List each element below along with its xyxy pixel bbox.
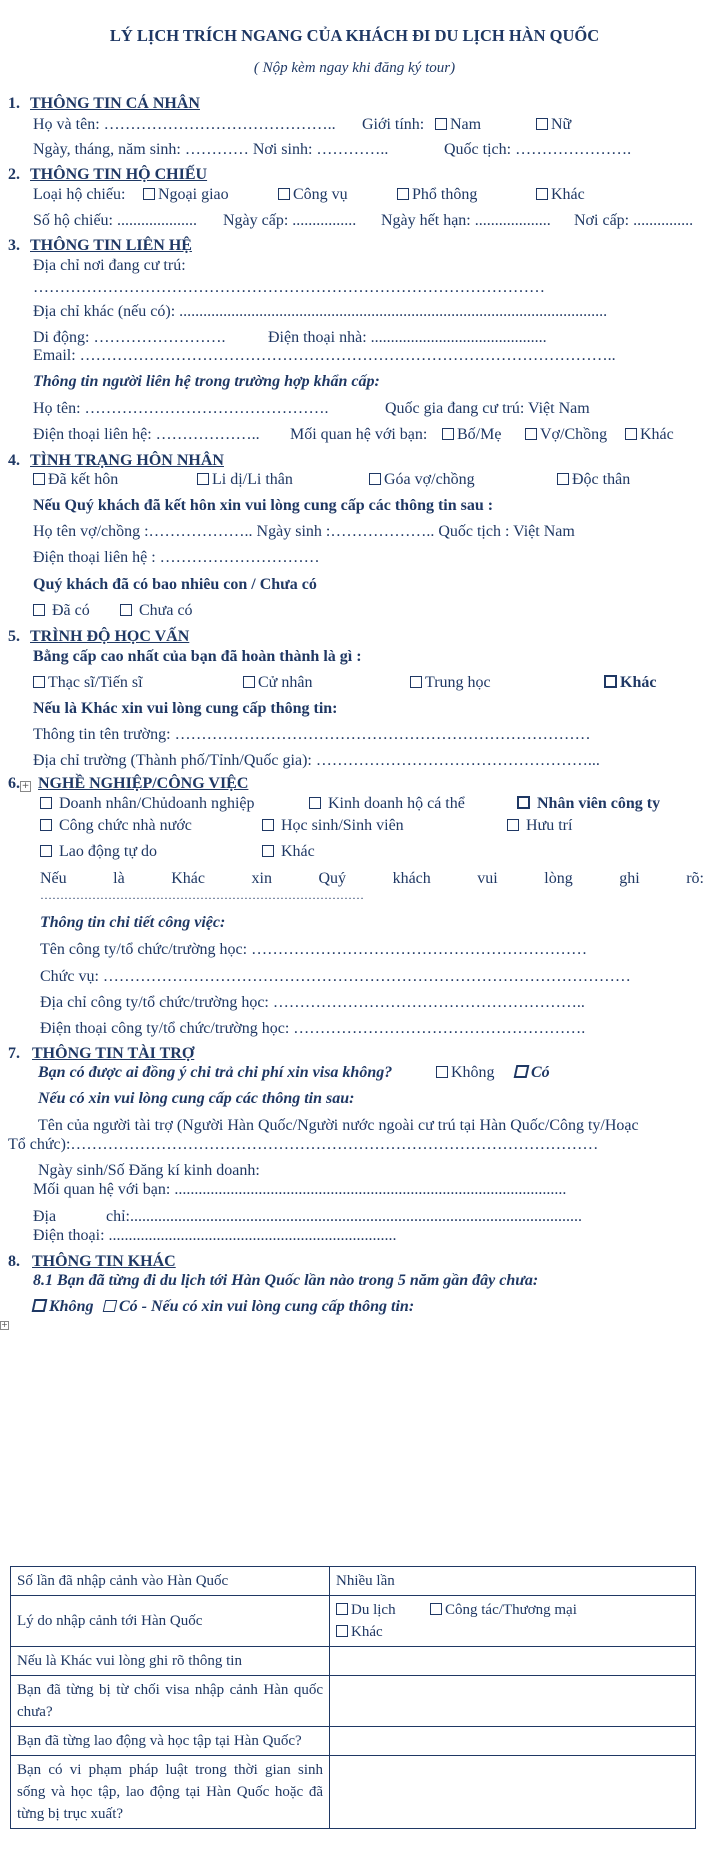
sponsor-phone-field[interactable]: Điện thoại: ........................................................................: [33, 1227, 397, 1244]
option-label: Nữ: [551, 116, 572, 133]
section-8-heading: [8, 1253, 176, 1271]
option-label: Phổ thông: [412, 186, 478, 203]
option-label: Công tác/Thương mại: [445, 1602, 577, 1618]
instruction-word: xin: [251, 870, 272, 887]
other-address-field[interactable]: Địa chỉ khác (nếu có): ...........................................................................................................: [33, 303, 608, 320]
option-label: Không: [49, 1298, 94, 1315]
section-7-heading: [8, 1045, 194, 1063]
emergency-country-field[interactable]: Quốc gia đang cư trú: Việt Nam: [385, 400, 590, 417]
company-phone-field[interactable]: Điện thoại công ty/tổ chức/trường học: ……………………………………………….: [40, 1020, 586, 1037]
option-label: Đã có: [52, 602, 90, 619]
sponsor-no-checkbox[interactable]: [436, 1064, 495, 1082]
page-title: LÝ LỊCH TRÍCH NGANG CỦA KHÁCH ĐI DU LỊCH HÀN QUỐC: [109, 26, 600, 45]
option-label: Khác: [281, 843, 315, 860]
checkbox-icon: [536, 118, 548, 130]
table-cell-question: Nếu là Khác vui lòng ghi rõ thông tin: [11, 1647, 330, 1676]
residence-address-label: Địa chỉ nơi đang cư trú:: [33, 257, 186, 274]
spouse-info-field[interactable]: Họ tên vợ/chồng :……………….. Ngày sinh :……………….. Quốc tịch : Việt Nam: [33, 523, 575, 540]
table-cell-question: Lý do nhập cảnh tới Hàn Quốc: [11, 1596, 330, 1647]
option-label: Đã kết hôn: [48, 471, 119, 488]
section-2-heading: [8, 166, 207, 184]
table-row: [11, 1596, 696, 1647]
table-cell-question: Số lần đã nhập cảnh vào Hàn Quốc: [11, 1567, 330, 1596]
option-label: Trung học: [425, 674, 491, 691]
if-married-instruction: Nếu Quý khách đã kết hôn xin vui lòng cung cấp các thông tin sau :: [33, 497, 494, 514]
instruction-word: Nếu: [40, 870, 67, 887]
job-other-field[interactable]: ………………………………………………………………………: [40, 888, 364, 902]
reason-business-checkbox[interactable]: [430, 1599, 577, 1621]
option-label: Nam: [450, 116, 482, 133]
mobile-field[interactable]: Di động: …………………….: [33, 329, 226, 346]
table-row: [11, 1756, 696, 1829]
section-number: 1.: [8, 95, 20, 112]
checkbox-icon: [309, 797, 321, 809]
position-field[interactable]: Chức vụ: ………………………………………………………………………………………: [40, 968, 631, 985]
relation-other-checkbox[interactable]: [625, 426, 674, 444]
instruction-word: khách: [392, 870, 431, 887]
sponsor-name-label: Tên của người tài trợ (Người Hàn Quốc/Người nước ngoài cư trú tại Hàn Quốc/Công ty/Hoạc: [38, 1117, 639, 1134]
sponsor-address-field[interactable]: chỉ:.................................................................................................................: [106, 1208, 582, 1225]
travel-no-checkbox[interactable]: [33, 1298, 93, 1316]
checkbox-icon: [536, 188, 548, 200]
option-label: Kinh doanh hộ cá thể: [328, 795, 465, 812]
passport-number-field[interactable]: Số hộ chiếu: ....................: [33, 212, 197, 229]
option-label: Khác: [620, 674, 657, 691]
job-other-checkbox[interactable]: [262, 843, 315, 861]
emergency-name-field[interactable]: Họ tên: ……………………………………….: [33, 400, 329, 417]
travel-yes-checkbox[interactable]: [104, 1298, 414, 1316]
section-number: 4.: [8, 452, 20, 469]
option-label: Khác: [351, 1624, 383, 1640]
issue-date-field[interactable]: Ngày cấp: ................: [223, 212, 357, 229]
sponsor-address-label: Địa: [33, 1208, 57, 1225]
edu-bachelor-checkbox[interactable]: [243, 674, 312, 692]
email-field[interactable]: Email: ………………………………………………………………………………………..: [33, 347, 616, 364]
option-label: Học sinh/Sinh viên: [281, 817, 404, 834]
table-row: [11, 1647, 696, 1676]
travel-history-table: [10, 1566, 696, 1829]
children-none-checkbox[interactable]: [120, 602, 193, 620]
table-move-handle-icon[interactable]: +: [21, 781, 30, 791]
sponsor-if-yes-instruction: Nếu có xin vui lòng cung cấp các thông tin sau:: [38, 1090, 355, 1107]
passport-official-checkbox[interactable]: [278, 186, 348, 204]
option-label: Thạc sĩ/Tiến sĩ: [48, 674, 143, 691]
relation-spouse-checkbox[interactable]: [525, 426, 607, 444]
job-student-checkbox[interactable]: [262, 817, 404, 835]
table-cell-question: Bạn đã từng bị từ chối visa nhập cảnh Hàn quốc chưa?: [11, 1676, 330, 1727]
instruction-word: rõ:: [686, 870, 704, 887]
section-number: 7.: [8, 1045, 20, 1062]
issue-place-field[interactable]: Nơi cấp: ...............: [574, 212, 694, 229]
checkbox-icon: [430, 1603, 442, 1615]
checkbox-icon: [336, 1625, 348, 1637]
table-cell-answer: [330, 1596, 696, 1647]
option-label: Hưu trí: [526, 817, 573, 834]
edu-other-checkbox[interactable]: [604, 674, 656, 692]
job-freelance-checkbox[interactable]: [40, 843, 157, 861]
checkbox-icon: [410, 676, 422, 688]
checkbox-icon: [517, 796, 530, 809]
passport-ordinary-checkbox[interactable]: [397, 186, 477, 204]
marital-married-checkbox[interactable]: [33, 471, 118, 489]
option-label: Khác: [551, 186, 585, 203]
education-question: Bằng cấp cao nhất của bạn đã hoàn thành là gì :: [33, 648, 362, 665]
option-label: Công chức nhà nước: [59, 817, 192, 834]
table-row: [11, 1676, 696, 1727]
option-label: Góa vợ/chồng: [384, 471, 475, 488]
edu-master-checkbox[interactable]: [33, 674, 143, 692]
checkbox-icon: [435, 118, 447, 130]
passport-diplomatic-checkbox[interactable]: [143, 186, 229, 204]
table-cell-answer[interactable]: Nhiều lần: [330, 1567, 696, 1596]
gender-female-checkbox[interactable]: [536, 116, 571, 134]
section-4-heading: [8, 452, 224, 470]
section-title: TRÌNH ĐỘ HỌC VẤN: [30, 628, 190, 645]
checkbox-icon: [103, 1300, 118, 1312]
option-label: Không: [451, 1064, 495, 1081]
instruction-word: vui: [477, 870, 498, 887]
option-label: Có - Nếu có xin vui lòng cung cấp thông tin:: [119, 1298, 415, 1315]
emergency-phone-field[interactable]: Điện thoại liên hệ: ………………..: [33, 426, 260, 443]
option-label: Vợ/Chồng: [540, 426, 608, 443]
checkbox-icon: [514, 1065, 530, 1078]
passport-type-label: Loại hộ chiếu:: [33, 186, 126, 203]
expiry-date-field[interactable]: Ngày hết hạn: ...................: [381, 212, 551, 229]
job-household-checkbox[interactable]: [309, 795, 465, 813]
option-label: Nhân viên công ty: [537, 795, 661, 812]
job-businessman-checkbox[interactable]: [40, 795, 255, 812]
table-cell-answer[interactable]: [330, 1756, 696, 1829]
section-title: THÔNG TIN CÁ NHÂN: [30, 95, 200, 112]
table-cell-question: Bạn đã từng lao động và học tập tại Hàn Quốc?: [11, 1727, 330, 1756]
section-number: 2.: [8, 166, 20, 183]
reason-other-checkbox[interactable]: [336, 1621, 689, 1643]
instruction-word: Quý: [318, 870, 347, 887]
sponsor-name-field[interactable]: Tổ chức):………………………………………………………………………………………: [8, 1136, 599, 1153]
checkbox-icon: [262, 819, 274, 831]
option-label: Cử nhân: [258, 674, 313, 691]
option-label: Có: [531, 1064, 550, 1081]
sponsor-question: Bạn có được ai đồng ý chi trả chi phí xin visa không?: [38, 1064, 393, 1081]
instruction-word: là: [113, 870, 125, 887]
section-number: 6.: [8, 775, 20, 792]
table-row: [11, 1727, 696, 1756]
checkbox-icon: [40, 819, 52, 831]
children-has-checkbox[interactable]: [33, 602, 90, 620]
section-number: 5.: [8, 628, 20, 645]
page-subtitle: ( Nộp kèm ngay khi đăng ký tour): [253, 60, 456, 76]
checkbox-icon: [278, 188, 290, 200]
gender-label: Giới tính:: [362, 116, 425, 133]
option-label: Bố/Mẹ: [457, 426, 502, 443]
job-retired-checkbox[interactable]: [507, 817, 572, 835]
option-label: Lao động tự do: [59, 843, 157, 860]
nationality-field[interactable]: Quốc tịch: ………………….: [444, 141, 632, 158]
if-other-job-instruction: [40, 870, 704, 888]
checkbox-icon: [40, 797, 52, 809]
emergency-contact-heading: Thông tin người liên hệ trong trường hợp khẩn cấp:: [33, 373, 380, 390]
section-6-heading: [8, 775, 248, 793]
option-label: Du lịch: [351, 1602, 396, 1618]
option-label: Ngoại giao: [158, 186, 229, 203]
dob-birthplace-field[interactable]: Ngày, tháng, năm sinh: ………… Nơi sinh: …………..: [33, 141, 389, 158]
company-name-field[interactable]: Tên công ty/tổ chức/trường học: ………………………………………………………: [40, 941, 588, 958]
spouse-phone-field[interactable]: Điện thoại liên hệ : …………………………: [33, 549, 320, 566]
sponsor-yes-checkbox[interactable]: [515, 1064, 550, 1082]
section-title: NGHỀ NGHIỆP/CÔNG VIỆC: [38, 775, 249, 792]
if-other-education-instruction: Nếu là Khác xin vui lòng cung cấp thông tin:: [33, 700, 338, 717]
checkbox-icon: [604, 675, 617, 688]
option-label: Chưa có: [139, 602, 193, 619]
sponsor-dob-field[interactable]: Ngày sinh/Số Đăng kí kinh doanh:: [38, 1162, 260, 1179]
relation-parent-checkbox[interactable]: [442, 426, 501, 444]
marital-single-checkbox[interactable]: [557, 471, 630, 489]
checkbox-icon: [507, 819, 519, 831]
section-title: THÔNG TIN HỘ CHIẾU: [30, 166, 208, 183]
table-cell-answer[interactable]: [330, 1727, 696, 1756]
checkbox-icon: [262, 845, 274, 857]
passport-other-checkbox[interactable]: [536, 186, 585, 204]
job-civil-servant-checkbox[interactable]: [40, 817, 192, 835]
checkbox-icon: [33, 604, 45, 616]
checkbox-icon: [397, 188, 409, 200]
emergency-relation-label: Mối quan hệ với bạn:: [290, 426, 428, 443]
option-label: Li dị/Li thân: [212, 471, 293, 488]
checkbox-icon: [625, 428, 637, 440]
section-number: 3.: [8, 237, 20, 254]
checkbox-icon: [33, 676, 45, 688]
job-employee-checkbox[interactable]: [517, 795, 660, 812]
checkbox-icon: [33, 473, 45, 485]
checkbox-icon: [143, 188, 155, 200]
checkbox-icon: [525, 428, 537, 440]
home-phone-field[interactable]: Điện thoại nhà: ............................................: [268, 329, 547, 346]
option-label: Công vụ: [293, 186, 348, 203]
table-cell-question: Bạn có vi phạm pháp luật trong thời gian sinh sống và học tập, lao động tại Hàn Quốc hoặc đã từng bị trục xuất?: [11, 1756, 330, 1829]
section-5-heading: [8, 628, 189, 646]
table-cell-answer[interactable]: [330, 1647, 696, 1676]
table-anchor-icon[interactable]: +: [1, 1320, 8, 1329]
option-label: Doanh nhân/Chủdoanh nghiệp: [59, 795, 255, 812]
section-1-heading: [8, 95, 200, 113]
instruction-word: lòng: [544, 870, 573, 887]
checkbox-icon: [557, 473, 569, 485]
checkbox-icon: [436, 1066, 448, 1078]
checkbox-icon: [32, 1299, 48, 1312]
section-title: THÔNG TIN LIÊN HỆ: [30, 237, 192, 254]
marital-widowed-checkbox[interactable]: [369, 471, 475, 489]
section-number: 8.: [8, 1253, 20, 1270]
gender-male-checkbox[interactable]: [435, 116, 481, 134]
checkbox-icon: [120, 604, 132, 616]
edu-highschool-checkbox[interactable]: [410, 674, 491, 692]
school-address-field[interactable]: Địa chỉ trường (Thành phố/Tỉnh/Quốc gia): ……………………………………………...: [33, 752, 600, 769]
table-cell-answer[interactable]: [330, 1676, 696, 1727]
school-name-field[interactable]: Thông tin tên trường: ……………………………………………………………………: [33, 726, 591, 743]
name-field[interactable]: Họ và tên: ……………………………………..: [33, 116, 336, 133]
option-label: Độc thân: [572, 471, 631, 488]
instruction-word: ghi: [619, 870, 640, 887]
checkbox-icon: [336, 1603, 348, 1615]
checkbox-icon: [369, 473, 381, 485]
option-label: Khác: [640, 426, 674, 443]
section-title: TÌNH TRẠNG HÔN NHÂN: [30, 452, 224, 469]
table-row: [11, 1567, 696, 1596]
checkbox-icon: [243, 676, 255, 688]
section-title: THÔNG TIN KHÁC: [32, 1253, 176, 1270]
checkbox-icon: [40, 845, 52, 857]
sponsor-relation-field[interactable]: Mối quan hệ với bạn: ..................................................................................................: [33, 1181, 567, 1198]
job-detail-heading: Thông tin chi tiết công việc:: [40, 914, 226, 931]
checkbox-icon: [442, 428, 454, 440]
instruction-word: Khác: [171, 870, 205, 887]
residence-address-field[interactable]: ……………………………………………………………………………………: [33, 279, 545, 296]
section-3-heading: [8, 237, 192, 255]
section-title: THÔNG TIN TÀI TRỢ: [32, 1045, 195, 1062]
children-question: Quý khách đã có bao nhiêu con / Chưa có: [33, 576, 317, 593]
company-address-field[interactable]: Địa chỉ công ty/tổ chức/trường học: …………………………………………………..: [40, 994, 585, 1011]
travel-history-question: 8.1 Bạn đã từng đi du lịch tới Hàn Quốc lần nào trong 5 năm gần đây chưa:: [33, 1272, 539, 1289]
reason-tourism-checkbox[interactable]: [336, 1599, 430, 1621]
marital-divorced-checkbox[interactable]: [197, 471, 293, 489]
checkbox-icon: [197, 473, 209, 485]
